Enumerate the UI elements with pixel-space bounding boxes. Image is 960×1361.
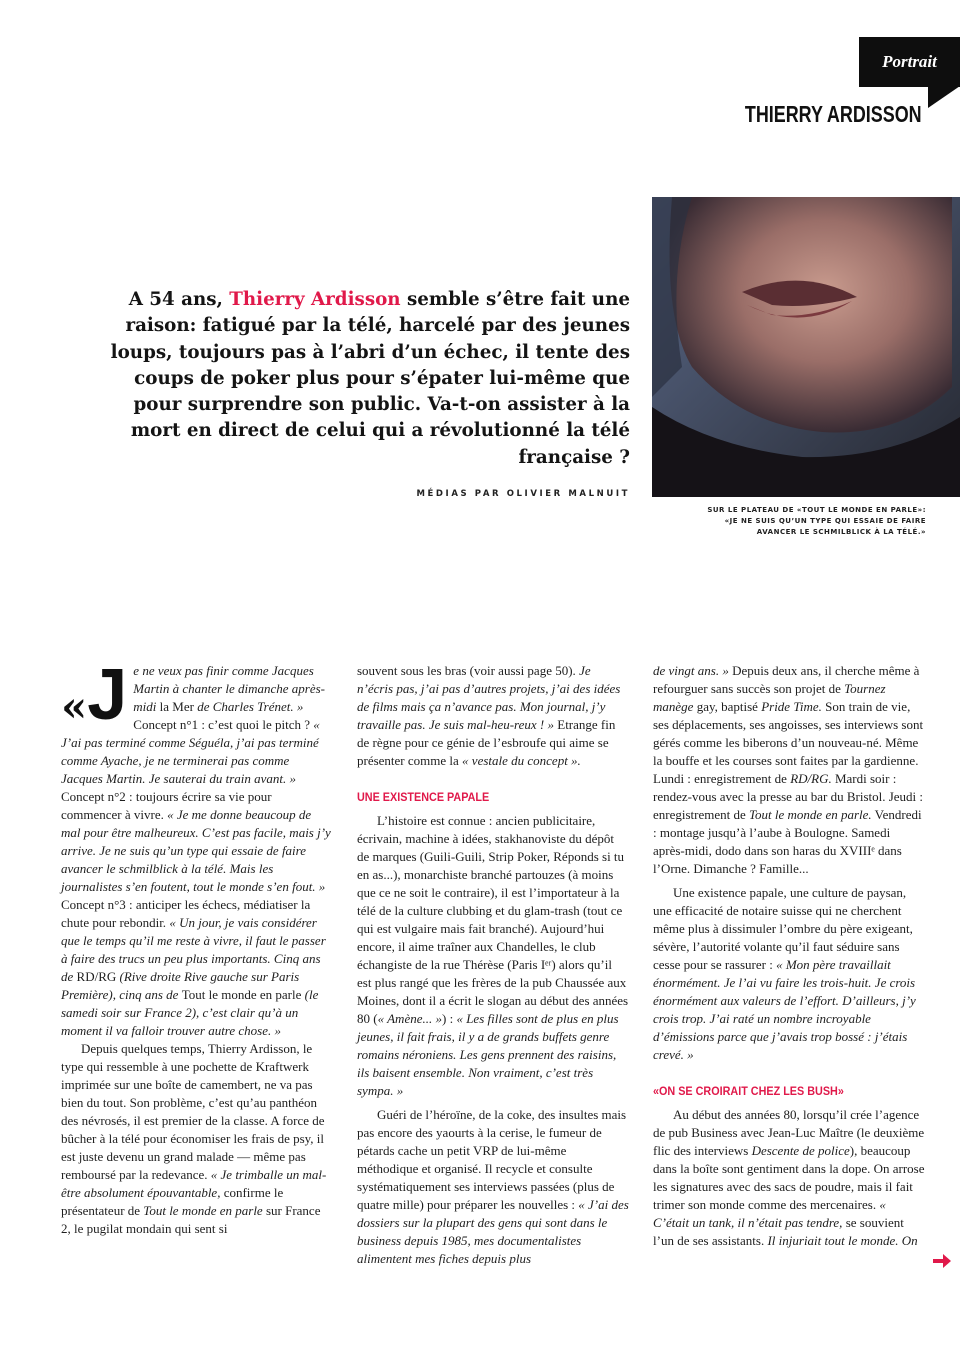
body-text: L’histoire est connue : ancien publicitaire, écrivain, machine à idées, stakhanoviste du dépôt de marques (Guili-Guili, Strip Poker, Réponds si tu en as...), monarchiste branché partouzes (à moins que ce ne soit le contraire), il est l’importateur à la télé de la culture clubbing et du glam-trash (tout ce qui est vulgaire mais fait branché). Aujourd’hui encore, il aime traîner aux Chandelles, le club échangiste de la rue Thérèse (Paris Iᵉʳ) alors qu’il est plus rangé que les frères de la pub Chaussée aux Moines, dont il a écrit le slogan au début des années 80 ( bbox=[357, 813, 629, 1026]
body-text: Concept n°3 : anticiper les échecs, médiatiser la chute pour rebondir. bbox=[61, 897, 311, 930]
quote-text: « Mon père travaillait énormément. Je l’ai vu faire les trois-huit. Je crois énormément aux valeurs de l’effort. D’ailleurs, j’y crois trop. J’ai raté un nombre incroyable d’émissions parce que j’avais trop bossé : j’étais crevé. » bbox=[653, 957, 916, 1062]
quote-text: « Je trimballe un mal-être absolument épouvantable, bbox=[61, 1167, 327, 1200]
quote-text: (le samedi soir sur France 2), c’est clair qu’à un moment il va falloir trouver autre chose. » bbox=[61, 987, 319, 1038]
article-paragraph bbox=[653, 662, 925, 878]
body-text: sur France 2, le pugilat mondain qui sent si bbox=[61, 1203, 321, 1236]
section-heading: «ON SE CROIRAIT CHEZ LES BUSH» bbox=[653, 1084, 844, 1098]
article-paragraph bbox=[357, 1106, 629, 1268]
quote-text: de Charles Trénet. » bbox=[193, 699, 304, 714]
quote-text: Je n’écris pas, j’ai pas d’autres projets, j’ai des idées de films mais ça n’avance pas. Mon journal, j’y travaille pas. Je suis mal-heu-reux ! » bbox=[357, 663, 621, 732]
quote-text: « vestale du concept ». bbox=[462, 753, 581, 768]
article-paragraph bbox=[653, 884, 925, 1064]
body-text: Son train de vie, ses déplacements, ses angoisses, ses interviews sont gérés comme les biberons d’un nouveau-né. Même la bouffe et les courses sont faites par la gardienne. Lundi : enregistrement de bbox=[653, 699, 924, 786]
section-tab-corner bbox=[928, 86, 960, 108]
body-text: Depuis deux ans, il cherche même à refourguer sans succès son projet de bbox=[653, 663, 920, 696]
article-paragraph bbox=[61, 1040, 333, 1238]
portrait-photo-image bbox=[652, 197, 960, 497]
dropcap bbox=[61, 655, 128, 735]
body-text: ) : bbox=[441, 1011, 457, 1026]
quote-text: « C’était un tank, il n’était pas tendre, bbox=[653, 1197, 886, 1230]
section-heading: UNE EXISTENCE PAPALE bbox=[357, 790, 490, 804]
show-title: RD/RG. bbox=[790, 771, 832, 786]
article-paragraph bbox=[653, 1106, 925, 1250]
article-paragraph bbox=[61, 655, 333, 1040]
quote-text: « J’ai pas terminé comme Séguéla, j’ai pas terminé comme Ayache, je ne terminerai pas comme Jacques Martin. Je sauterai du train avant. » bbox=[61, 717, 320, 786]
show-title: Tout le monde en parle bbox=[143, 1203, 263, 1218]
article-column-2 bbox=[357, 662, 629, 1268]
quote-text: « Un jour, je vais considérer que le temps qu’il me reste à vivre, il faut le passer à faire des trucs un peu plus importants. Cinq ans de bbox=[61, 915, 326, 984]
body-text: gay, baptisé bbox=[693, 699, 762, 714]
body-text: Au début des années 80, lorsqu’il crée l’agence de pub Business avec Jean-Luc Maître (le deuxième flic des interviews bbox=[653, 1107, 925, 1158]
lead-text-end: semble s’être fait une raison: fatigué par la télé, harcelé par des jeunes loups, toujours pas à l’abri d’un échec, il tente des coups de poker plus pour s’épater lui-même que pour surprendre son public. Va-t-on assister à la mort en direct de celui qui a révolutionné la télé française ? bbox=[110, 289, 630, 468]
body-text: Etrange fin de règne pour ce génie de l’esbroufe qui aime se présenter comme la bbox=[357, 717, 616, 768]
body-text: Mardi soir : rendez-vous avec la presse au bar du Bristol. Jeudi : enregistrement de bbox=[653, 771, 924, 822]
body-text: la Mer bbox=[159, 699, 194, 714]
quote-text: sur Paris Première), cinq ans de bbox=[61, 969, 300, 1002]
body-text: Concept n°1 : c’est quoi le pitch ? bbox=[133, 717, 314, 732]
section-tab: Portrait bbox=[859, 37, 960, 87]
quote-text: Il injuriait tout le monde. On bbox=[767, 1233, 918, 1248]
body-text: souvent sous les bras (voir aussi page 50). bbox=[357, 663, 580, 678]
article-column-1 bbox=[61, 655, 333, 1238]
quote-text: (Rive droite Rive gauche bbox=[116, 969, 252, 984]
body-text: Concept n°2 : toujours écrire sa vie pour commencer à vivre. bbox=[61, 789, 272, 822]
show-title: Pride Time. bbox=[761, 699, 822, 714]
body-text: Tout le monde en parle bbox=[181, 987, 302, 1002]
portrait-photo bbox=[652, 197, 960, 497]
article-column-3 bbox=[653, 662, 925, 1250]
subject-title: THIERRY ARDISSON bbox=[745, 101, 922, 127]
show-title: Tournez manège bbox=[653, 681, 886, 714]
arrow-right-icon bbox=[933, 1254, 951, 1268]
body-text: se souvient l’un de ses assistants. bbox=[653, 1215, 904, 1248]
body-text: ), beaucoup dans la boîte sont gentiment dans la dope. On arrose les signatures avec des sacs de poudre, mais il fait trimer son monde comme des mercenaires. bbox=[653, 1143, 925, 1212]
quote-text: « Les filles sont de plus en plus jeunes, il fait frais, il y a de grands buffets genre romains néroniens. Les gens prennent des raisins, ils baisent ensemble. Non vraiment, c’est très sympa. » bbox=[357, 1011, 619, 1098]
quote-text: e ne veux pas finir comme Jacques Martin à chanter le dimanche après-midi bbox=[133, 663, 326, 714]
body-text: Depuis quelques temps, Thierry Ardisson, le type qui ressemble à une pochette de Kraftwerk imprimée sur une boîte de camembert, ne va pas bien du tout. Son problème, c’est qu’au panthéon des névrosés, il est premier de la classe. A force de bûcher à la télé pour économiser les frais de psy, il est juste devenu un grand malade — même pas remboursé par la redevance. bbox=[61, 1041, 325, 1182]
quote-text: « Amène... » bbox=[377, 1011, 442, 1026]
article-paragraph bbox=[357, 812, 629, 1100]
body-text: Une existence papale, une culture de paysan, une efficacité de notaire suisse qui ne cherchent même plus à dissimuler l’ombre du père exigeant, sévère, l’autorité volante qu’il faut séduire sans cesse pour se rassurer : bbox=[653, 885, 913, 972]
body-text: Vendredi : montage jusqu’à l’aube à Boulogne. Samedi après-midi, dodo dans son haras du XVIIIᵉ dans l’Orne. Dimanche ? Famille... bbox=[653, 807, 922, 876]
quote-text: « Je me donne beaucoup de mal pour être malheureux. C’est pas facile, mais j’y arrive. Je ne suis qu’un type qui essaie de faire avancer le schmilblick à la télé. Mais les journalistes s’en foutent, tout le monde s’en fout. » bbox=[61, 807, 331, 894]
body-text: confirme le présentateur de bbox=[61, 1185, 284, 1218]
show-title: Tout le monde en parle. bbox=[749, 807, 872, 822]
lead-highlight-name: Thierry Ardisson bbox=[229, 289, 401, 310]
quote-text: de vingt ans. » bbox=[653, 663, 729, 678]
quote-text: « J’ai des dossiers sur la plupart des gens qui sont dans le business depuis 1985, mes documentalistes alimentent mes fiches depuis plus bbox=[357, 1197, 629, 1266]
lead-text-start: A 54 ans, bbox=[128, 289, 230, 310]
article-paragraph bbox=[357, 662, 629, 770]
byline: MÉDIAS PAR OLIVIER MALNUIT bbox=[416, 489, 630, 499]
dropcap-letter: J bbox=[87, 655, 128, 735]
lead-paragraph bbox=[80, 287, 630, 471]
body-text: RD/RG bbox=[76, 969, 117, 984]
show-title: Descente de police bbox=[751, 1143, 850, 1158]
body-text: Guéri de l’héroïne, de la coke, des insultes mais pas encore des yaourts à la cerise, le fumeur de pétards cache un petit VRP de lui-même méthodique et organisé. Il recycle et consulte systématiquement ses interviews passées (plus de quatre mille) pour préparer les nouvelles : bbox=[357, 1107, 627, 1212]
dropcap-quote: « bbox=[61, 682, 88, 731]
photo-caption: SUR LE PLATEAU DE «TOUT LE MONDE EN PARLE»: «JE NE SUIS QU’UN TYPE QUI ESSAIE DE FAIRE AVANCER LE SCHMILBLICK À LA TÉLÉ.» bbox=[707, 506, 926, 536]
